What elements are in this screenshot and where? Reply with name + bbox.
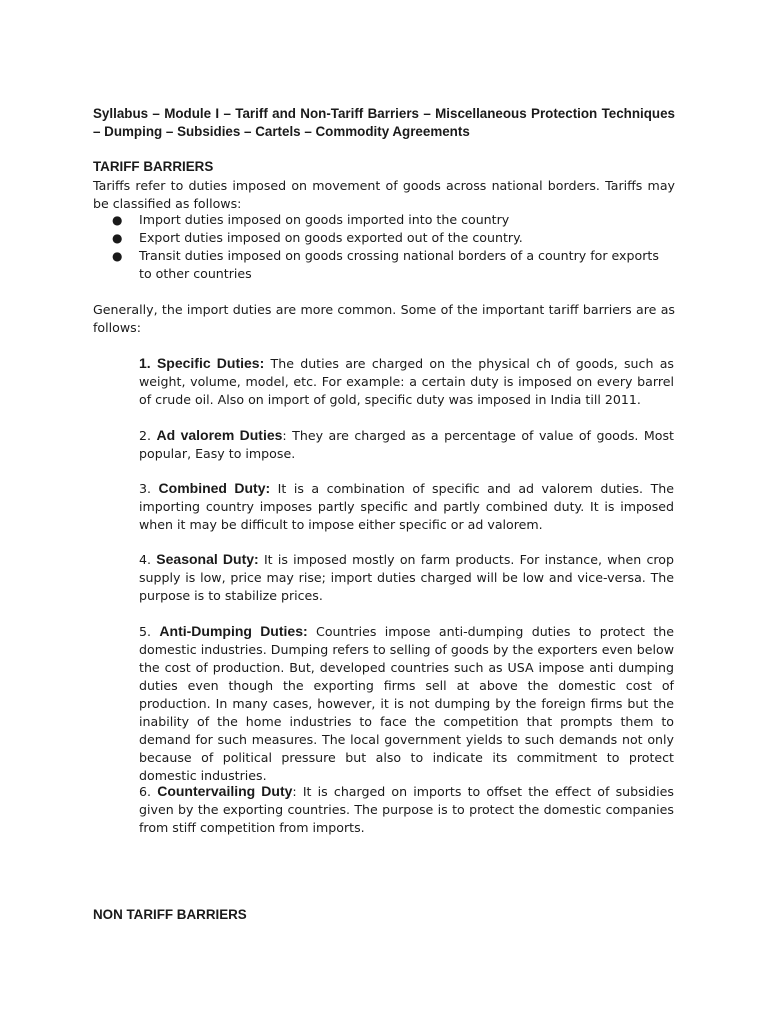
anti-dumping-duties-paragraph (139, 622, 674, 785)
item-text: It is a combination of specific and ad valorem duties. The importing country imposes partly specific and partly combined duty. It is imposed when it may be difficult to impose either specific or ad valorem. (139, 481, 674, 532)
item-title: Ad valorem Duties (156, 427, 283, 443)
combined-duty-paragraph (139, 479, 674, 534)
syllabus-heading: Syllabus – Module I – Tariff and Non-Tariff Barriers – Miscellaneous Protection Techniques – Dumping – Subsidies – Cartels – Commodity Agreements (93, 106, 675, 139)
list-item-text: Import duties imposed on goods imported into the country (139, 212, 510, 227)
list-item (112, 247, 675, 283)
item-number: 1. (139, 355, 151, 371)
list-item-text: Export duties imposed on goods exported out of the country. (139, 230, 523, 245)
bullet-icon: ● (112, 231, 123, 245)
item-number: 4. (139, 552, 152, 567)
tariff-barriers-heading: TARIFF BARRIERS (93, 159, 214, 174)
list-item-text: Transit duties imposed on goods crossing national borders of a country for exports to other countries (139, 248, 659, 281)
item-title: Countervailing Duty (157, 783, 293, 799)
list-item (112, 211, 675, 229)
item-text: Countries impose anti-dumping duties to protect the domestic industries. Dumping refers to selling of goods by the exporters even below the cost of production. But, developed countries such as USA impose anti dumping duties even though the exporting firms sell at above the domestic cost of production. In many cases, however, it is not dumping by the foreign firms but the inability of the home industries to face the competition that prompts them to demand for such measures. The local government yields to such demands not only because of political pressure but also to indicate its commitment to protect domestic industries. (139, 624, 674, 783)
specific-duties-paragraph (139, 354, 674, 409)
item-number: 5. (139, 624, 152, 639)
item-text: : They are charged as a percentage of value of goods. Most popular, Easy to impose. (139, 428, 674, 461)
item-title: Seasonal Duty: (156, 551, 259, 567)
item-title: Combined Duty: (158, 480, 271, 496)
item-title: Anti-Dumping Duties: (159, 623, 308, 639)
item-number: 6. (139, 784, 152, 799)
bullet-icon: ● (112, 213, 123, 227)
ad-valorem-duties-paragraph (139, 426, 674, 463)
item-number: 2. (139, 428, 152, 443)
item-text: : It is charged on imports to offset the effect of subsidies given by the exporting countries. The purpose is to protect the domestic companies from stiff competition from imports. (139, 784, 674, 835)
generally-paragraph: Generally, the import duties are more common. Some of the important tariff barriers are as follows: (93, 302, 675, 335)
item-number: 3. (139, 481, 152, 496)
bullet-icon: ● (112, 249, 123, 263)
list-item (112, 229, 675, 247)
tariff-types-list (112, 211, 675, 283)
tariff-intro-paragraph: Tariffs refer to duties imposed on movement of goods across national borders. Tariffs may be classified as follows: (93, 178, 675, 211)
non-tariff-barriers-heading: NON TARIFF BARRIERS (93, 907, 247, 922)
item-text: The duties are charged on the physical ch of goods, such as weight, volume, model, etc. For example: a certain duty is imposed on every barrel of crude oil. Also on import of gold, specific duty was imposed in India till 2011. (139, 356, 674, 407)
item-text: It is imposed mostly on farm products. For instance, when crop supply is low, price may rise; import duties charged will be low and vice-versa. The purpose is to stabilize prices. (139, 552, 674, 603)
seasonal-duty-paragraph (139, 550, 674, 605)
item-title: Specific Duties: (156, 355, 265, 371)
countervailing-duty-paragraph (139, 782, 674, 837)
